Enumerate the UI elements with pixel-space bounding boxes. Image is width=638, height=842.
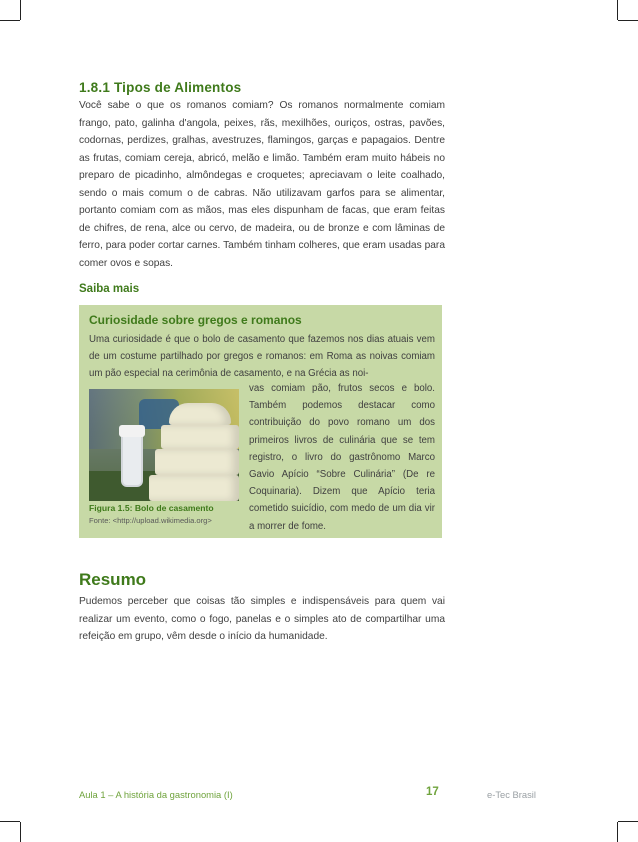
saiba-mais-label: Saiba mais (79, 283, 140, 295)
crop-mark (20, 822, 21, 842)
crop-mark (0, 821, 20, 822)
wedding-cake-photo (89, 389, 239, 501)
crop-mark (20, 0, 21, 20)
footer-lesson: Aula 1 – A história da gastronomia (I) (79, 789, 233, 800)
crop-mark (617, 0, 618, 20)
curiosity-box (79, 305, 442, 538)
curiosity-paragraph-top: Uma curiosidade é que o bolo de casamento que fazemos nos dias atuais vem de um costume partilhado por gregos e romanos: em Roma as noivas comiam um pão especial na cerimônia de casamento, e na Grécia as noi- (89, 334, 435, 380)
crop-mark (617, 822, 618, 842)
resumo-body: Pudemos perceber que coisas tão simples e indispensáveis para quem vai realizar um evento, como o fogo, panelas e o simples ato de compartilhar uma refeição em grupo, vêm desde o início da humanidade. (79, 596, 445, 642)
crop-mark (618, 821, 638, 822)
section-title: 1.8.1 Tipos de Alimentos (79, 80, 242, 95)
crop-mark (0, 20, 20, 21)
curiosity-paragraph-side: vas comiam pão, frutos secos e bolo. Também podemos destacar como contribuição do povo romano um dos primeiros livros de culinária que se tem registro, o livro do gastrônomo Marco Gavio Apício “Sobre Culinária” (De re Coquinaria). Dizem que Apício teria cometido suicídio, com medo de um dia vir a morrer de fome. (249, 383, 435, 532)
page-number: 17 (426, 786, 439, 798)
figure-caption: Figura 1.5: Bolo de casamento (89, 503, 214, 513)
resumo-title: Resumo (79, 570, 147, 589)
section-body: Você sabe o que os romanos comiam? Os romanos normalmente comiam frango, pato, galinha d'angola, peixes, rãs, mexilhões, ouriços, ostras, pavões, codornas, perdizes, gralhas, avestruzes, flamingos, garças e papagaios. Dentre as frutas, comiam cereja, abricó, melão e limão. Também eram muito hábeis no preparo de picadinho, almôndegas e croquetes; apreciavam o leite coalhado, sendo o mais comum o de cabras. Não utilizavam garfos para se alimentar, portanto comiam com as mãos, mas eles dispunham de facas, que eram feitas de chifres, de rena, alce ou cervo, de madeira, ou de bronze e com lâminas de ferro, para poder cortar carnes. Também tinham colheres, que eram usadas para comer ovos e sopas. (79, 100, 445, 269)
curiosity-box-title: Curiosidade sobre gregos e romanos (89, 313, 302, 327)
crop-mark (618, 20, 638, 21)
figure-source: Fonte: <http://upload.wikimedia.org> (89, 516, 212, 525)
footer-brand: e-Tec Brasil (487, 789, 536, 800)
